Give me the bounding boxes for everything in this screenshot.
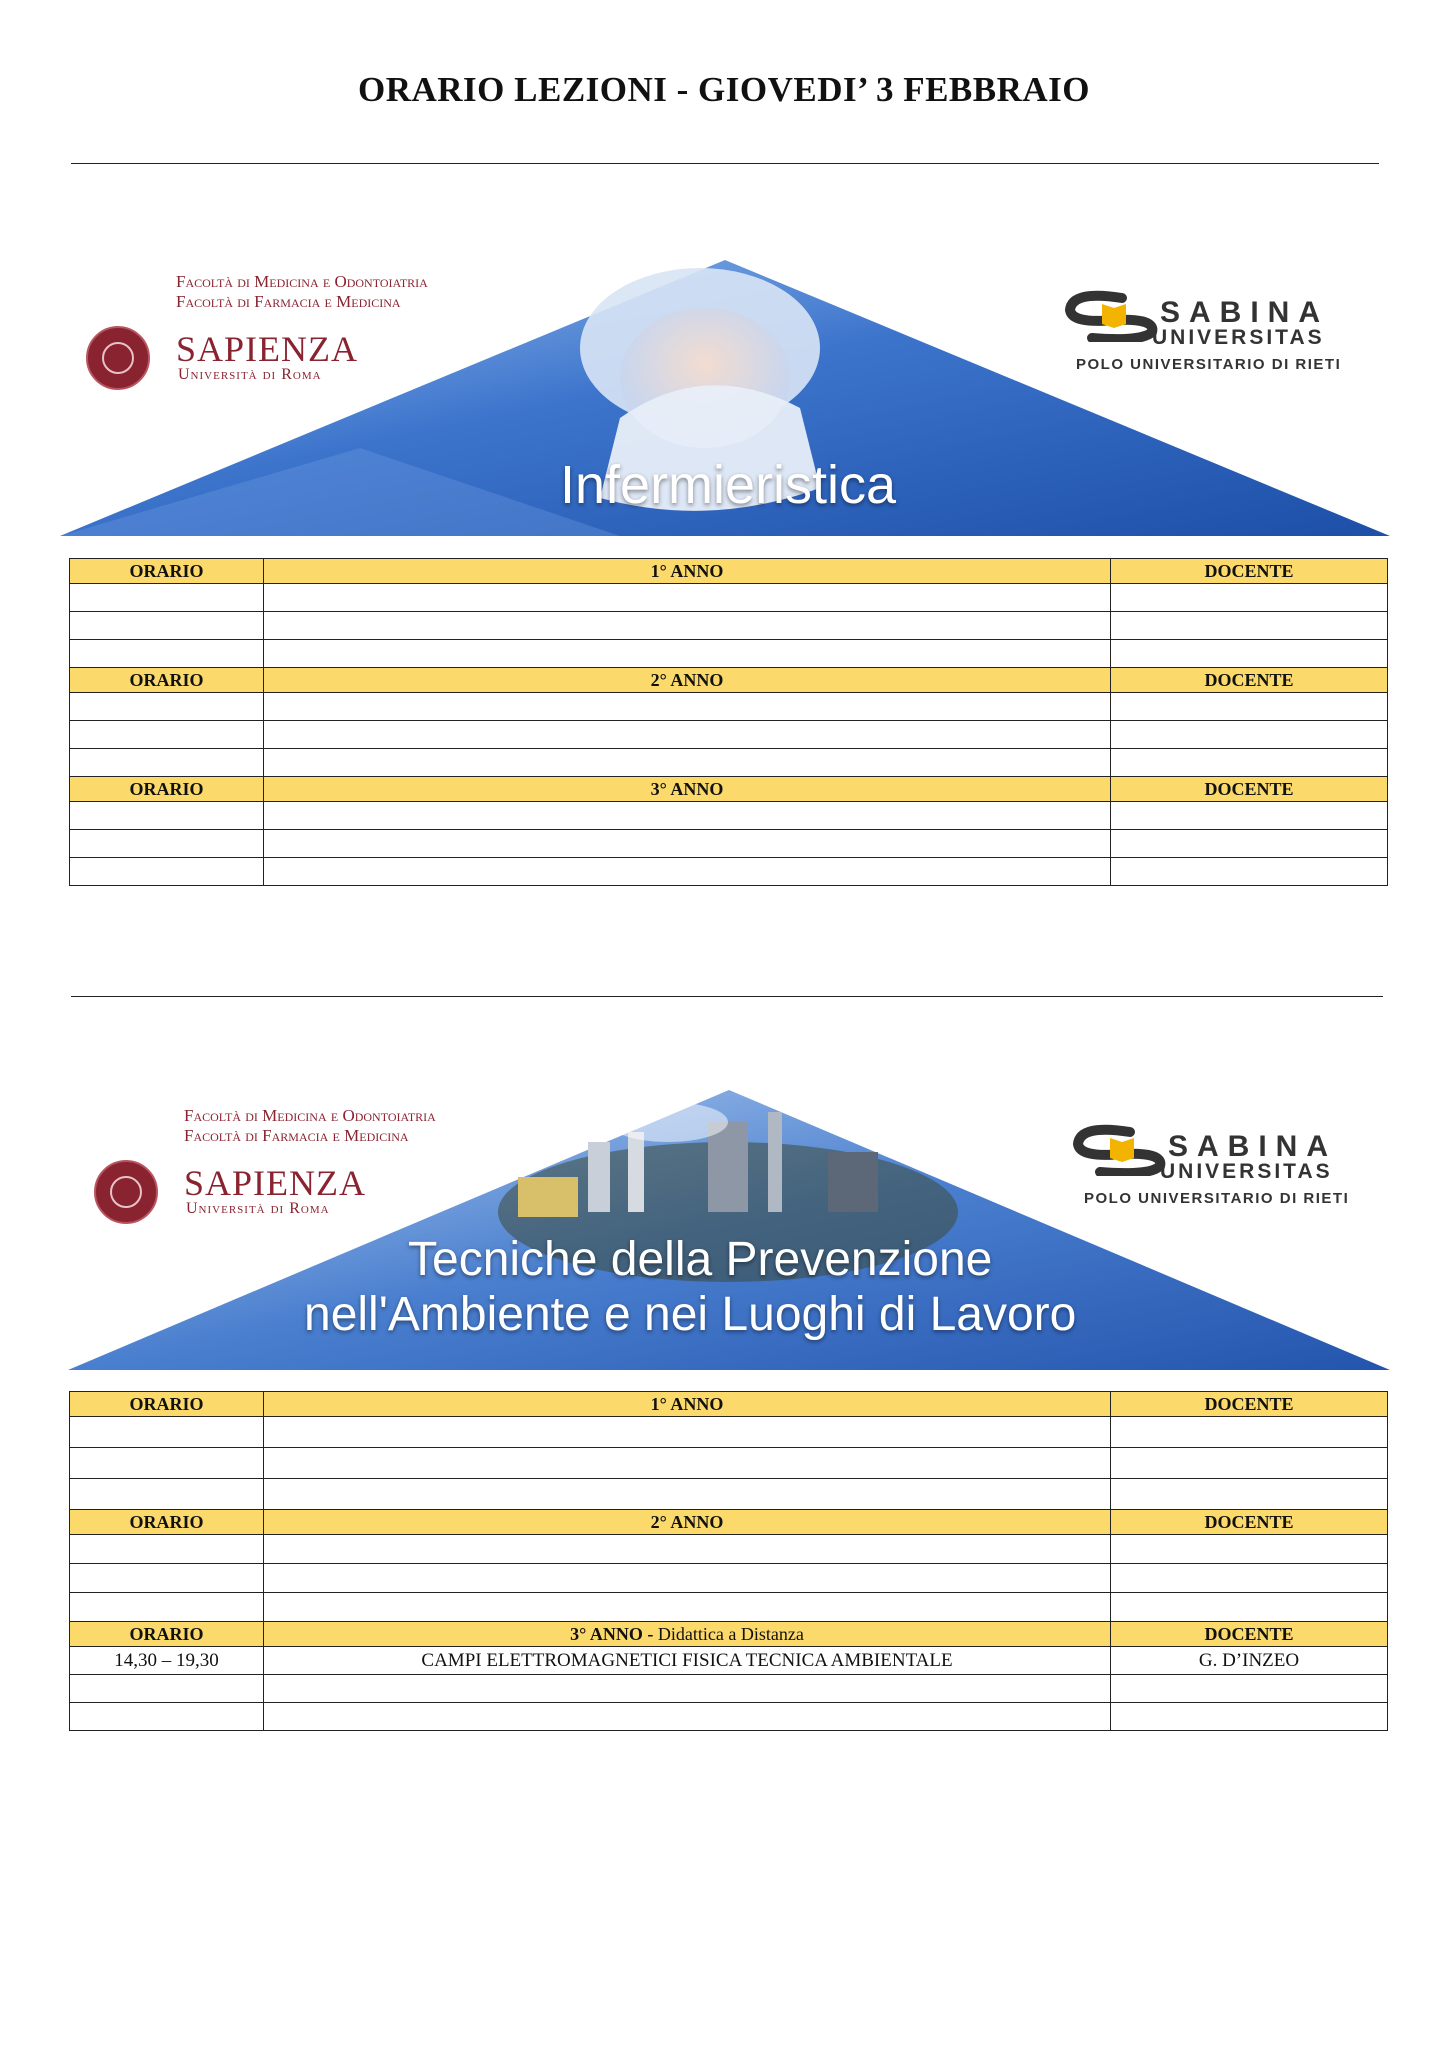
cell-docente [1111,830,1388,858]
header-docente: DOCENTE [1111,777,1388,802]
cell-orario [70,1675,264,1703]
header-year: 3° ANNO [264,777,1111,802]
cell-lesson [264,749,1111,777]
schedule-table-infermieristica [69,558,1388,886]
table-row [70,749,1388,777]
cell-docente [1111,1593,1388,1622]
header-docente: DOCENTE [1111,559,1388,584]
polo-rieti-label: POLO UNIVERSITARIO DI RIETI [1084,1190,1350,1207]
schedule-table-tecniche-prevenzione [69,1391,1388,1731]
faculty-names [176,272,428,312]
table-row [70,1703,1388,1731]
cell-orario [70,858,264,886]
table-row [70,693,1388,721]
cell-docente [1111,721,1388,749]
header-row-1-anno [70,1392,1388,1417]
cell-lesson: CAMPI ELETTROMAGNETICI FISICA TECNICA AMBIENTALE [264,1647,1111,1675]
table-row [70,584,1388,612]
cell-orario [70,802,264,830]
header-year [264,1622,1111,1647]
section-divider [71,996,1383,997]
header-orario: ORARIO [70,668,264,693]
cell-orario [70,1703,264,1731]
cell-docente [1111,1479,1388,1510]
sapienza-subtitle: Università di Roma [186,1200,330,1217]
header-docente: DOCENTE [1111,1392,1388,1417]
sabina-wordmark: SABINA [1168,1130,1338,1163]
sapienza-wordmark: SAPIENZA [176,329,359,369]
cell-docente [1111,1535,1388,1564]
header-row-2-anno [70,668,1388,693]
cell-docente [1111,1448,1388,1479]
header-year: 1° ANNO [264,559,1111,584]
banner-title-line-2: nell'Ambiente e nei Luoghi di Lavoro [304,1288,1077,1341]
cell-orario [70,1593,264,1622]
banner-title-infermieristica: Infermieristica [560,455,897,515]
cell-docente [1111,858,1388,886]
cell-lesson [264,830,1111,858]
banner-title-line-1: Tecniche della Prevenzione [408,1233,993,1286]
header-orario: ORARIO [70,1510,264,1535]
cell-orario [70,640,264,668]
cell-orario [70,584,264,612]
header-year: 2° ANNO [264,1510,1111,1535]
cell-lesson [264,584,1111,612]
table-row [70,858,1388,886]
sabina-logo-icon [1070,1124,1174,1176]
sapienza-seal-icon [86,326,150,390]
universitas-wordmark: UNIVERSITAS [1152,326,1325,349]
table-row [70,1564,1388,1593]
cell-orario [70,1535,264,1564]
cell-docente [1111,1703,1388,1731]
faculty-names [184,1106,436,1146]
header-year-label: 3° ANNO - [570,1623,654,1644]
header-orario: ORARIO [70,559,264,584]
cell-docente [1111,1675,1388,1703]
header-docente: DOCENTE [1111,668,1388,693]
table-row [70,640,1388,668]
cell-lesson [264,1675,1111,1703]
table-row [70,1593,1388,1622]
header-docente: DOCENTE [1111,1510,1388,1535]
faculty-line-2: Facoltà di Farmacia e Medicina [184,1126,409,1145]
table-row [70,802,1388,830]
cell-orario [70,830,264,858]
cell-docente [1111,1417,1388,1448]
table-row [70,612,1388,640]
sabina-logo-icon [1062,290,1166,342]
cell-lesson [264,858,1111,886]
cell-orario [70,1479,264,1510]
cell-orario [70,693,264,721]
cell-orario [70,612,264,640]
cell-orario [70,721,264,749]
header-row-1-anno [70,559,1388,584]
table-row [70,1675,1388,1703]
universitas-wordmark: UNIVERSITAS [1160,1160,1333,1183]
cell-lesson [264,721,1111,749]
cell-docente [1111,693,1388,721]
cell-orario [70,749,264,777]
table-row [70,830,1388,858]
cell-docente [1111,612,1388,640]
cell-lesson [264,1564,1111,1593]
cell-docente [1111,802,1388,830]
cell-docente [1111,640,1388,668]
cell-lesson [264,640,1111,668]
faculty-line-1: Facoltà di Medicina e Odontoiatria [184,1106,436,1125]
header-row-3-anno [70,777,1388,802]
sapienza-subtitle: Università di Roma [178,366,322,383]
table-row [70,1417,1388,1448]
header-row-3-anno [70,1622,1388,1647]
cell-lesson [264,1417,1111,1448]
cell-orario: 14,30 – 19,30 [70,1647,264,1675]
cell-docente [1111,1564,1388,1593]
table-row [70,1479,1388,1510]
cell-lesson [264,1479,1111,1510]
cell-lesson [264,1448,1111,1479]
sapienza-seal-icon [94,1160,158,1224]
table-row [70,721,1388,749]
polo-rieti-label: POLO UNIVERSITARIO DI RIETI [1076,356,1342,373]
cell-lesson [264,1535,1111,1564]
header-orario: ORARIO [70,1622,264,1647]
header-docente: DOCENTE [1111,1622,1388,1647]
cell-lesson [264,1593,1111,1622]
table-row [70,1535,1388,1564]
table-row [70,1647,1388,1675]
cell-lesson [264,1703,1111,1731]
cell-orario [70,1564,264,1593]
sapienza-wordmark: SAPIENZA [184,1163,367,1203]
cell-orario [70,1448,264,1479]
header-row-2-anno [70,1510,1388,1535]
table-row [70,1448,1388,1479]
cell-docente: G. D’INZEO [1111,1647,1388,1675]
header-year-modality: Didattica a Distanza [653,1623,804,1644]
header-orario: ORARIO [70,777,264,802]
faculty-line-2: Facoltà di Farmacia e Medicina [176,292,401,311]
page-title: ORARIO LEZIONI - GIOVEDI’ 3 FEBBRAIO [357,70,1091,109]
header-year: 1° ANNO [264,1392,1111,1417]
sabina-wordmark: SABINA [1160,296,1330,329]
cell-lesson [264,693,1111,721]
title-divider [71,163,1379,164]
cell-docente [1111,749,1388,777]
cell-docente [1111,584,1388,612]
cell-lesson [264,612,1111,640]
cell-orario [70,1417,264,1448]
header-year: 2° ANNO [264,668,1111,693]
header-orario: ORARIO [70,1392,264,1417]
cell-lesson [264,802,1111,830]
faculty-line-1: Facoltà di Medicina e Odontoiatria [176,272,428,291]
